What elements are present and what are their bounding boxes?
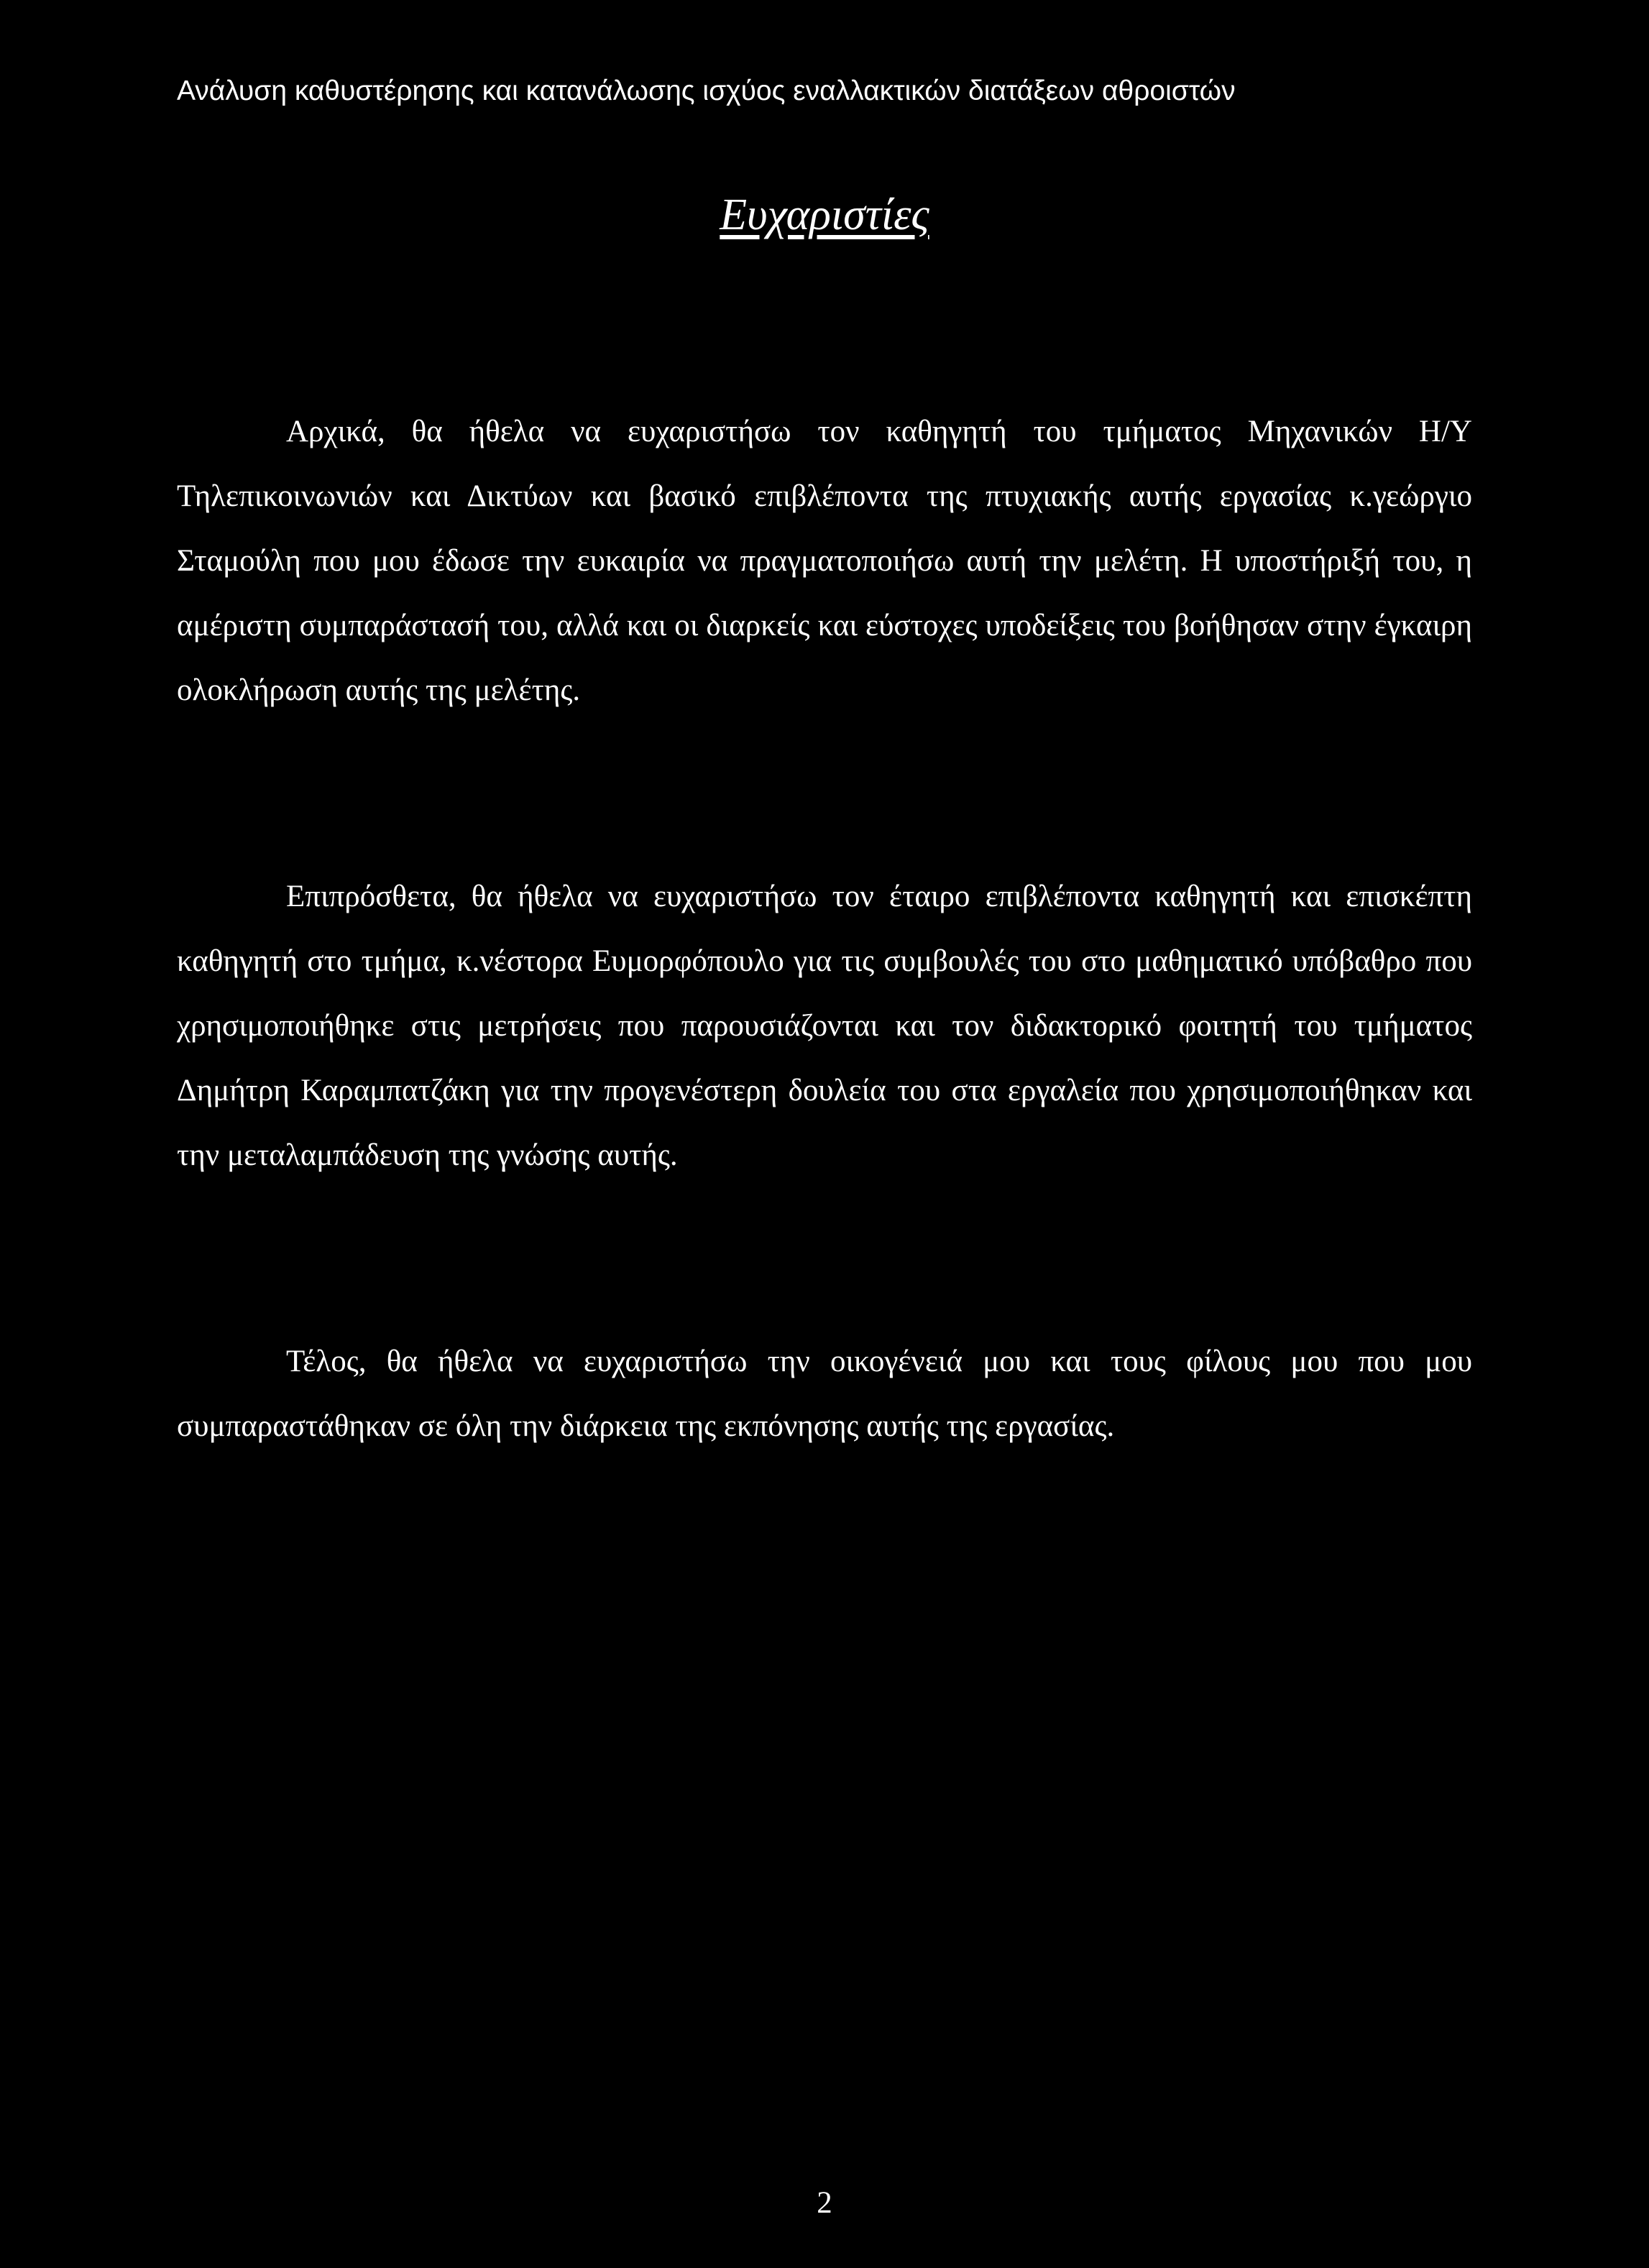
running-header: Ανάλυση καθυστέρησης και κατανάλωσης ισχύος εναλλακτικών διατάξεων αθροιστών <box>177 75 1236 106</box>
paragraph-1: Αρχικά, θα ήθελα να ευχαριστήσω τον καθηγητή του τμήματος Μηχανικών Η/Υ Τηλεπικοινωνιών και Δικτύων και βασικό επιβλέποντα της πτυχιακής αυτής εργασίας κ.γεώργιο Σταμούλη που μου έδωσε την ευκαιρία να πραγματοποιήσω αυτή την μελέτη. Η υποστήριξή του, η αμέριστη συμπαράστασή του, αλλά και οι διαρκείς και εύστοχες υποδείξεις του βοήθησαν στην έγκαιρη ολοκλήρωση αυτής της μελέτης. <box>177 415 1472 707</box>
page-number: 2 <box>817 2186 832 2220</box>
paragraph-2: Επιπρόσθετα, θα ήθελα να ευχαριστήσω τον έταιρο επιβλέποντα καθηγητή και επισκέπτη καθηγητή στο τμήμα, κ.νέστορα Ευμορφόπουλο για τις συμβουλές του στο μαθηματικό υπόβαθρο που χρησιμοποιήθηκε στις μετρήσεις που παρουσιάζονται και τον διδακτορικό φοιτητή του τμήματος Δημήτρη Καραμπατζάκη για την προγενέστερη δουλεία του στα εργαλεία που χρησιμοποιήθηκαν και την μεταλαμπάδευση της γνώσης αυτής. <box>177 880 1472 1172</box>
paragraph-3: Τέλος, θα ήθελα να ευχαριστήσω την οικογένειά μου και τους φίλους μου που μου συμπαραστάθηκαν σε όλη την διάρκεια της εκπόνησης αυτής της εργασίας. <box>177 1345 1472 1443</box>
section-title: Ευχαριστίες <box>720 190 929 239</box>
